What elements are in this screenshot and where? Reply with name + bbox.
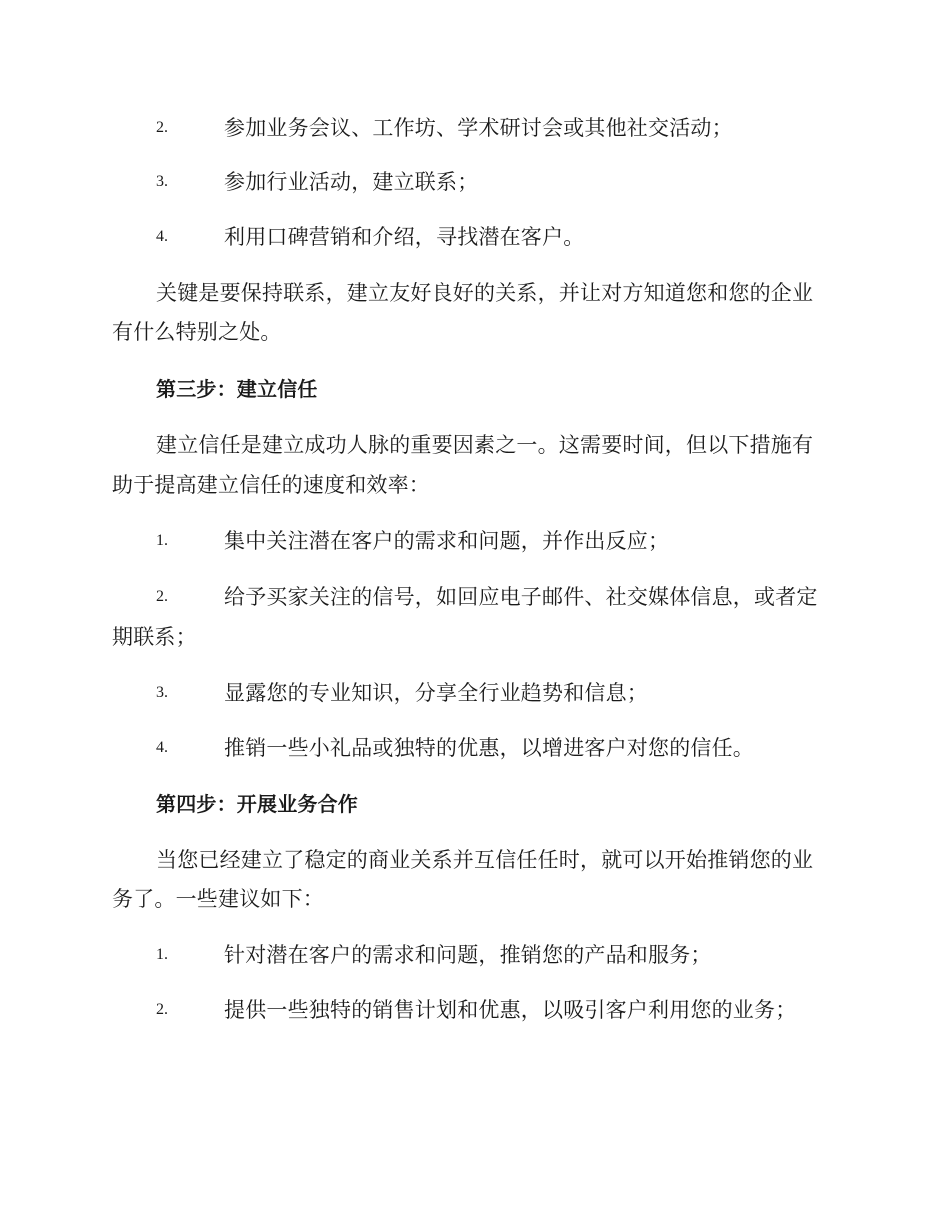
list-item-text: 给予买家关注的信号，如回应电子邮件、社交媒体信息，或者定 bbox=[224, 585, 818, 609]
list-item-text: 提供一些独特的销售计划和优惠，以吸引客户利用您的业务； bbox=[224, 998, 797, 1022]
list-item-continuation: 期联系； bbox=[112, 625, 197, 649]
list-item-text: 推销一些小礼品或独特的优惠，以增进客户对您的信任。 bbox=[224, 736, 754, 760]
list-item-number: 1. bbox=[156, 532, 168, 549]
list-item-number: 4. bbox=[156, 739, 168, 756]
paragraph-line: 建立信任是建立成功人脉的重要因素之一。这需要时间，但以下措施有 bbox=[156, 433, 814, 457]
list-item-text: 针对潜在客户的需求和问题，推销您的产品和服务； bbox=[224, 943, 712, 967]
list-item-text: 显露您的专业知识，分享全行业趋势和信息； bbox=[224, 681, 648, 705]
section-heading: 第三步：建立信任 bbox=[156, 377, 318, 401]
list-item-text: 集中关注潜在客户的需求和问题，并作出反应； bbox=[224, 529, 670, 553]
list-item-number: 2. bbox=[156, 119, 168, 136]
paragraph-line: 有什么特别之处。 bbox=[112, 320, 282, 344]
list-item-number: 1. bbox=[156, 946, 168, 963]
list-item-text: 参加业务会议、工作坊、学术研讨会或其他社交活动； bbox=[224, 116, 733, 140]
list-item-number: 3. bbox=[156, 173, 168, 190]
list-item-text: 参加行业活动，建立联系； bbox=[224, 170, 479, 194]
list-item-number: 3. bbox=[156, 684, 168, 701]
paragraph-line: 当您已经建立了稳定的商业关系并互信任任时，就可以开始推销您的业 bbox=[156, 848, 814, 872]
list-item-number: 4. bbox=[156, 228, 168, 245]
paragraph-line: 关键是要保持联系，建立友好良好的关系，并让对方知道您和您的企业 bbox=[156, 281, 814, 305]
section-heading: 第四步：开展业务合作 bbox=[156, 792, 358, 816]
list-item-number: 2. bbox=[156, 588, 168, 605]
paragraph-line: 务了。一些建议如下： bbox=[112, 887, 324, 911]
list-item-text: 利用口碑营销和介绍，寻找潜在客户。 bbox=[224, 225, 585, 249]
paragraph-line: 助于提高建立信任的速度和效率： bbox=[112, 473, 430, 497]
list-item-number: 2. bbox=[156, 1001, 168, 1018]
